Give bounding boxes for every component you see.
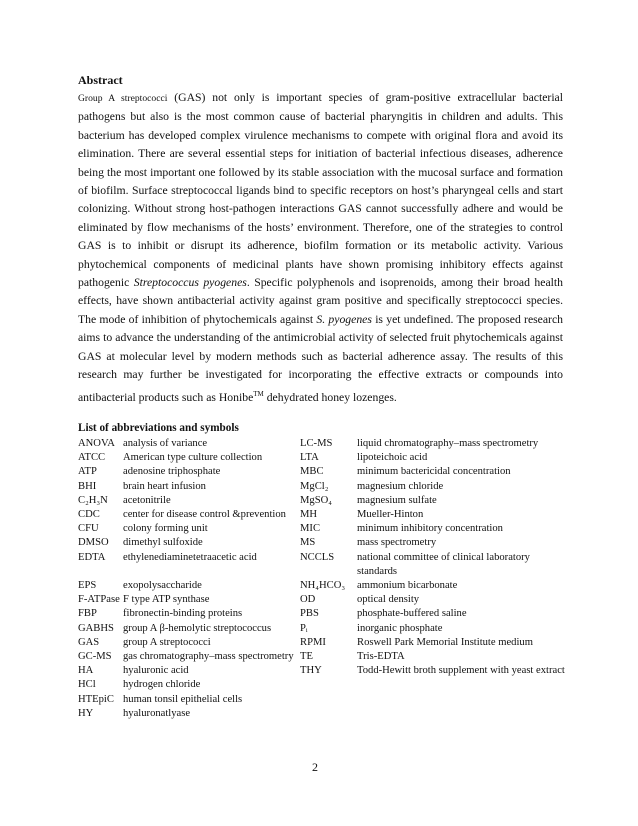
abbreviation-term: THY [300, 665, 322, 677]
table-row [78, 707, 568, 721]
table-row [78, 508, 568, 522]
abstract-heading: Abstract [78, 73, 123, 87]
abbreviation-definition: minimum bactericidal concentration [357, 466, 511, 478]
abbreviation-term: C₂H₃N [78, 494, 108, 506]
abbreviation-definition: American type culture collection [123, 452, 263, 464]
abbreviation-term: DMSO [78, 537, 109, 549]
abbreviation-definition: optical density [357, 594, 420, 606]
abstract-paragraph [78, 89, 563, 407]
table-row [78, 636, 568, 650]
abbreviation-term: HCl [78, 679, 96, 691]
abbreviation-definition: Mueller-Hinton [357, 509, 424, 521]
abbreviation-definition: magnesium chloride [357, 480, 444, 492]
abbreviation-term: HA [78, 665, 94, 677]
abbreviations-heading: List of abbreviations and symbols [78, 422, 239, 434]
abbreviation-term [300, 678, 357, 692]
abbreviation-term: MH [300, 509, 318, 521]
table-row [78, 650, 568, 664]
abbreviations-table-body [78, 437, 568, 721]
abbreviation-term: ATP [78, 466, 97, 478]
table-row [78, 593, 568, 607]
abbreviation-definition: lipoteichoic acid [357, 452, 428, 464]
abbreviation-definition: magnesium sulfate [357, 494, 437, 506]
abbreviation-definition: phosphate-buffered saline [357, 608, 467, 620]
abbreviation-definition: hydrogen chloride [123, 679, 201, 691]
abbreviation-term: HTEpiC [78, 693, 114, 705]
abbreviation-term: OD [300, 594, 316, 606]
table-row [78, 607, 568, 621]
abbreviation-term: MIC [300, 523, 321, 535]
abstract-lead: Group A streptococci [78, 93, 168, 104]
species-name-short: S. pyogenes [316, 312, 372, 326]
abbreviation-term: FBP [78, 608, 97, 620]
abbreviation-definition: center for disease control &prevention [123, 509, 286, 521]
table-row [78, 437, 568, 451]
abbreviation-definition: liquid chromatography–mass spectrometry [357, 438, 539, 449]
abbreviation-term: EDTA [78, 551, 106, 563]
abbreviation-definition: dimethyl sulfoxide [123, 537, 203, 549]
abbreviation-term [300, 693, 357, 707]
abbreviations-table [78, 437, 568, 721]
abbreviation-definition: adenosine triphosphate [123, 466, 221, 478]
page-number: 2 [312, 760, 318, 774]
abbreviation-definition: analysis of variance [123, 438, 208, 449]
abbreviation-definition: minimum inhibitory concentration [357, 523, 503, 535]
abbreviation-definition: ethylenediaminetetraacetic acid [123, 551, 257, 563]
abbreviation-definition: mass spectrometry [357, 537, 437, 549]
table-row [78, 451, 568, 465]
abbreviation-definition [357, 678, 568, 692]
abbreviation-term: GC-MS [78, 651, 112, 663]
abbreviation-definition: ammonium bicarbonate [357, 580, 458, 592]
abbreviation-term: CFU [78, 523, 99, 535]
abstract-text-3: is yet undefined. The proposed research aims to advance the understanding of the antimicrobial activity of selected fruit phytochemicals against GAS at molecular level by modern methods such as bacterial adherence assay. The results of this research may further be investigated for incorporating the effective extracts or compounds into antibacterial products such as Honibe [78, 312, 563, 404]
abstract-text-4: dehydrated honey lozenges. [263, 390, 397, 404]
table-row [78, 579, 568, 593]
abbreviation-term: Pᵢ [300, 622, 308, 634]
abbreviation-term: MBC [300, 466, 324, 478]
trademark-symbol: TM [253, 389, 264, 398]
table-row [78, 480, 568, 494]
abbreviation-term: MgSO₄ [300, 494, 332, 506]
abbreviation-term: LC-MS [300, 438, 333, 449]
abbreviation-term: ATCC [78, 452, 106, 464]
abbreviation-term: GAS [78, 636, 100, 648]
abbreviation-term: MS [300, 537, 316, 549]
abbreviation-term: NCCLS [300, 551, 335, 563]
abbreviation-definition: exopolysaccharide [123, 580, 202, 592]
abbreviation-definition: human tonsil epithelial cells [123, 693, 243, 705]
abbreviation-definition: inorganic phosphate [357, 622, 443, 634]
table-row [78, 693, 568, 707]
abbreviation-term: TE [300, 651, 313, 663]
abbreviation-definition: F type ATP synthase [123, 594, 210, 606]
species-name: Streptococcus pyogenes [133, 276, 247, 290]
abbreviation-term: HY [78, 707, 94, 719]
table-row [78, 465, 568, 479]
abbreviation-definition: group A streptococci [123, 636, 211, 648]
table-row [78, 664, 568, 678]
abbreviation-definition: hyaluronatlyase [123, 707, 191, 719]
abbreviation-term: EPS [78, 580, 97, 592]
abbreviation-term: GABHS [78, 622, 114, 634]
abbreviation-term: RPMI [300, 636, 326, 648]
abbreviation-definition: national committee of clinical laboratory standards [357, 551, 530, 577]
abbreviation-definition: colony forming unit [123, 523, 208, 535]
abbreviation-term: NH₄HCO₃ [300, 580, 346, 592]
abbreviation-definition: Tris-EDTA [357, 651, 405, 663]
abbreviation-definition: group A β-hemolytic streptococcus [123, 622, 272, 634]
abbreviation-term: CDC [78, 509, 100, 521]
table-row [78, 678, 568, 692]
table-row [78, 551, 568, 579]
abbreviation-definition: acetonitrile [123, 494, 171, 506]
abbreviation-term: F-ATPase [78, 594, 120, 606]
abbreviation-term [300, 707, 357, 721]
table-row [78, 622, 568, 636]
abbreviation-definition: Todd-Hewitt broth supplement with yeast extract [357, 665, 565, 677]
table-row [78, 522, 568, 536]
abstract-text-1: (GAS) not only is important species of gram-positive extracellular bacterial pathogens but also is the most common cause of bacterial pharyngitis in children and adults. This bacterium has developed complex virulence mechanisms to compete with original flora and avoid its elimination. There are several essential steps for initiation of bacterial infectious diseases, adherence being the most important one followed by its stable association with the mucosal surface and formation of biofilm. Surface streptococcal ligands bind to specific receptors on host’s pharyngeal cells and start colonizing. Without strong host-pathogen interactions GAS cannot successfully adhere and would be eliminated by flow mechanisms of the hosts’ environment. Therefore, one of the strategies to control GAS is to inhibit or disrupt its adherence, biofilm formation or its metabolic activity. Various phytochemical components of medicinal plants have shown promising inhibitory effects against pathogenic [78, 91, 563, 290]
abbreviation-definition: fibronectin-binding proteins [123, 608, 243, 620]
abbreviation-definition: gas chromatography–mass spectrometry [123, 651, 294, 663]
abbreviation-definition [357, 693, 568, 707]
abbreviation-term: BHI [78, 480, 97, 492]
table-row [78, 536, 568, 550]
abbreviation-term: MgCl₂ [300, 480, 329, 492]
abstract-text-2: . Specific polyphenols and isoprenoids, among their broad health effects, have shown antibacterial activity against gram positive and specifically streptococci species. The mode of inhibition of phytochemicals against [78, 276, 563, 326]
abbreviation-term: PBS [300, 608, 319, 620]
abbreviation-definition: brain heart infusion [123, 480, 206, 492]
abbreviation-term: LTA [300, 452, 319, 464]
abbreviation-definition: hyaluronic acid [123, 665, 189, 677]
table-row [78, 494, 568, 508]
abbreviation-definition: Roswell Park Memorial Institute medium [357, 636, 533, 648]
abbreviation-term: ANOVA [78, 438, 115, 449]
abbreviation-definition [357, 707, 568, 721]
